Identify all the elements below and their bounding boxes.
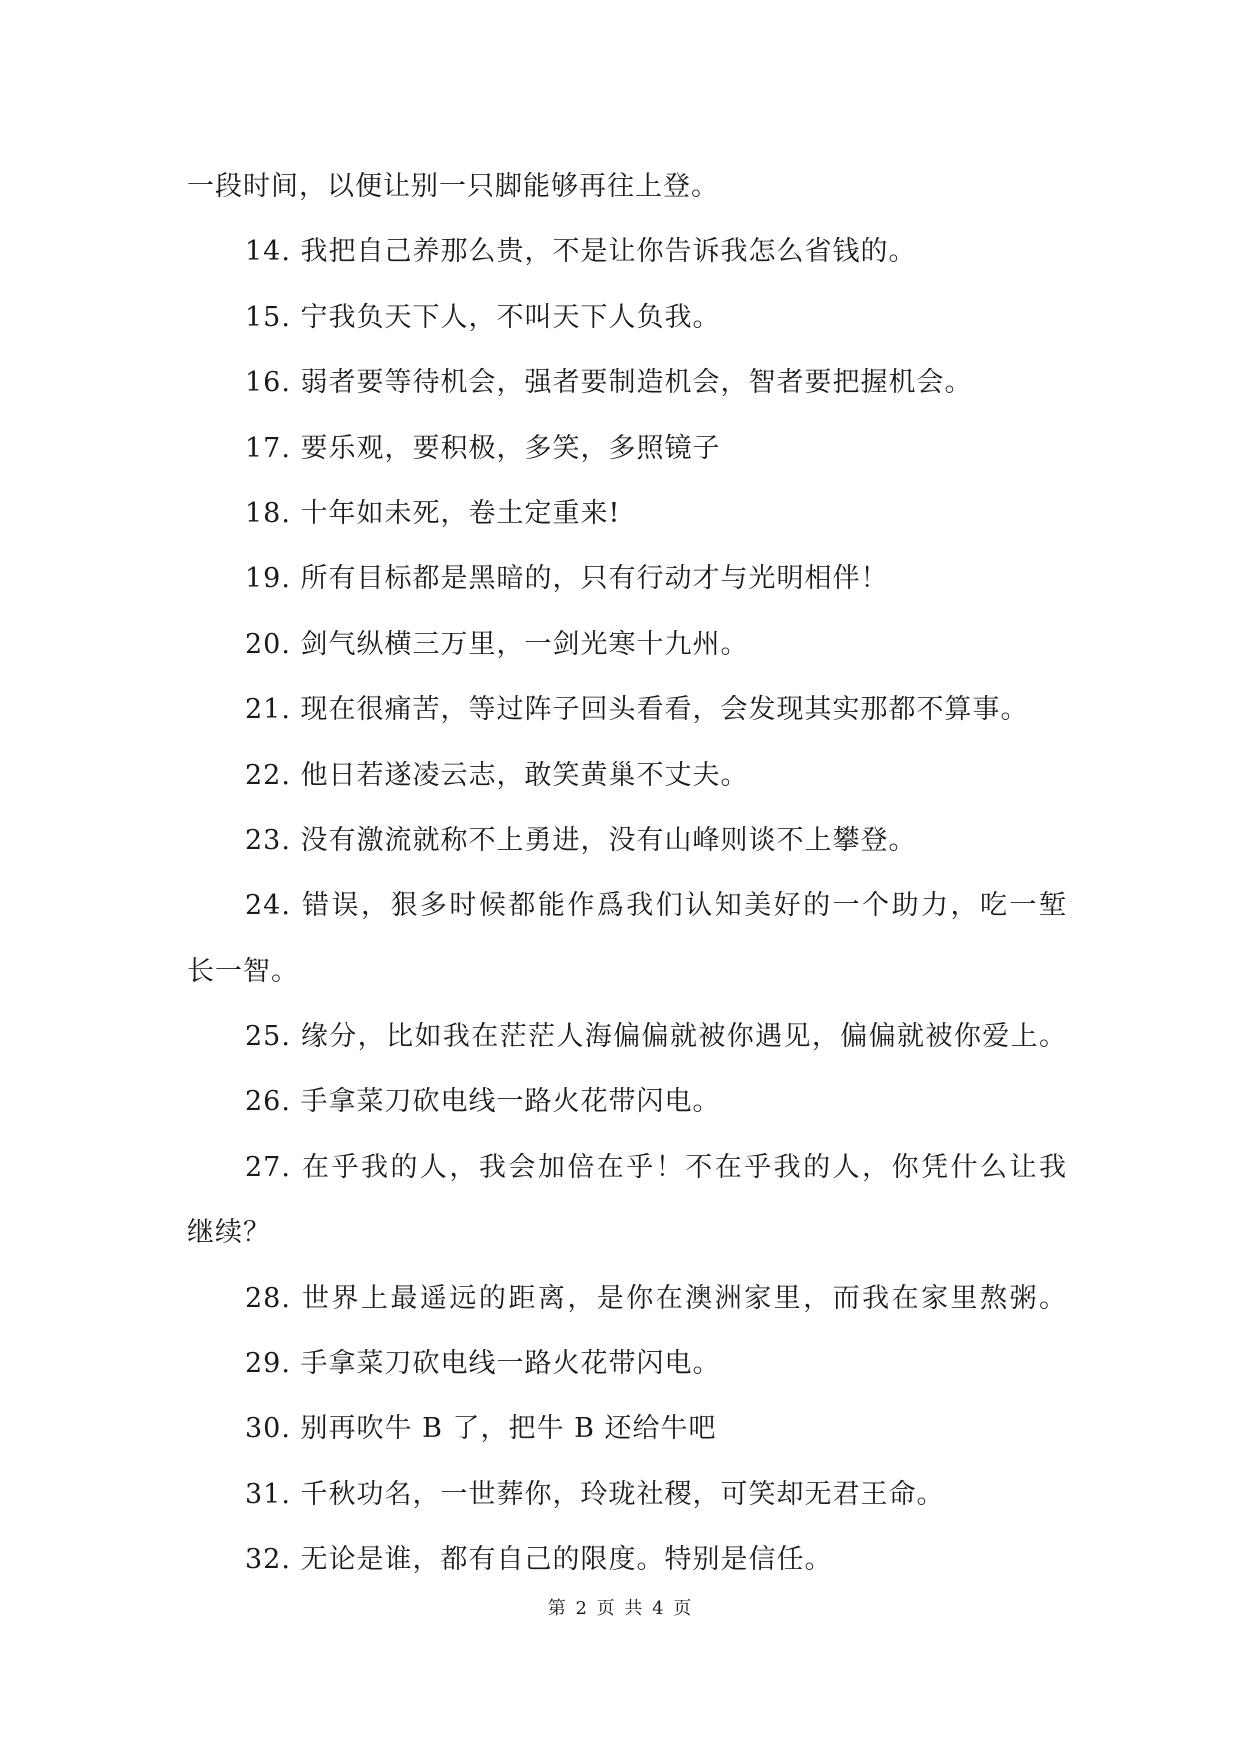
list-item-28: 28. 世界上最遥远的距离，是你在澳洲家里，而我在家里熬粥。 [245,1282,1067,1314]
list-item-15: 15. 宁我负天下人，不叫天下人负我。 [245,301,721,333]
list-item-24: 24. 错误，狠多时候都能作爲我们认知美好的一个助力，吃一堑 [245,890,1067,922]
text-line: 一段时间，以便让别一只脚能够再往上登。 [187,171,719,202]
list-item-23: 23. 没有激流就称不上勇进，没有山峰则谈不上攀登。 [245,824,917,856]
page-footer [0,1594,1241,1620]
document-body [187,154,1067,1593]
list-item-22: 22. 他日若遂凌云志，敢笑黄巢不丈夫。 [245,759,749,791]
list-item-27-continued: 继续？ [187,1217,271,1249]
list-item-30: 30. 别再吹牛 B 了，把牛 B 还给牛吧 [245,1413,717,1445]
list-item-24-continued: 长一智。 [187,955,299,987]
list-item-31: 31. 千秋功名，一世葬你，玲珑社稷，可笑却无君王命。 [245,1478,945,1510]
list-item-14: 14. 我把自己养那么贵，不是让你告诉我怎么省钱的。 [245,236,917,268]
list-item-25: 25. 缘分，比如我在茫茫人海偏偏就被你遇见，偏偏就被你爱上。 [245,1021,1067,1053]
list-item-20: 20. 剑气纵横三万里，一剑光寒十九州。 [245,628,749,660]
list-item-17: 17. 要乐观，要积极，多笑，多照镜子 [245,432,721,464]
list-item-16: 16. 弱者要等待机会，强者要制造机会，智者要把握机会。 [245,367,973,399]
list-item-29: 29. 手拿菜刀砍电线一路火花带闪电。 [245,1348,721,1380]
list-item-21: 21. 现在很痛苦，等过阵子回头看看，会发现其实那都不算事。 [245,694,1029,726]
list-item-27: 27. 在乎我的人，我会加倍在乎！不在乎我的人，你凭什么让我 [245,1151,1067,1183]
list-item-26: 26. 手拿菜刀砍电线一路火花带闪电。 [245,1086,721,1118]
list-item-18: 18. 十年如未死，卷土定重来! [245,497,621,529]
page-number-label: 第 2 页 共 4 页 [547,1598,694,1619]
list-item-32: 32. 无论是谁，都有自己的限度。特别是信任。 [245,1544,833,1576]
list-item-19: 19. 所有目标都是黑暗的，只有行动才与光明相伴！ [245,563,889,595]
